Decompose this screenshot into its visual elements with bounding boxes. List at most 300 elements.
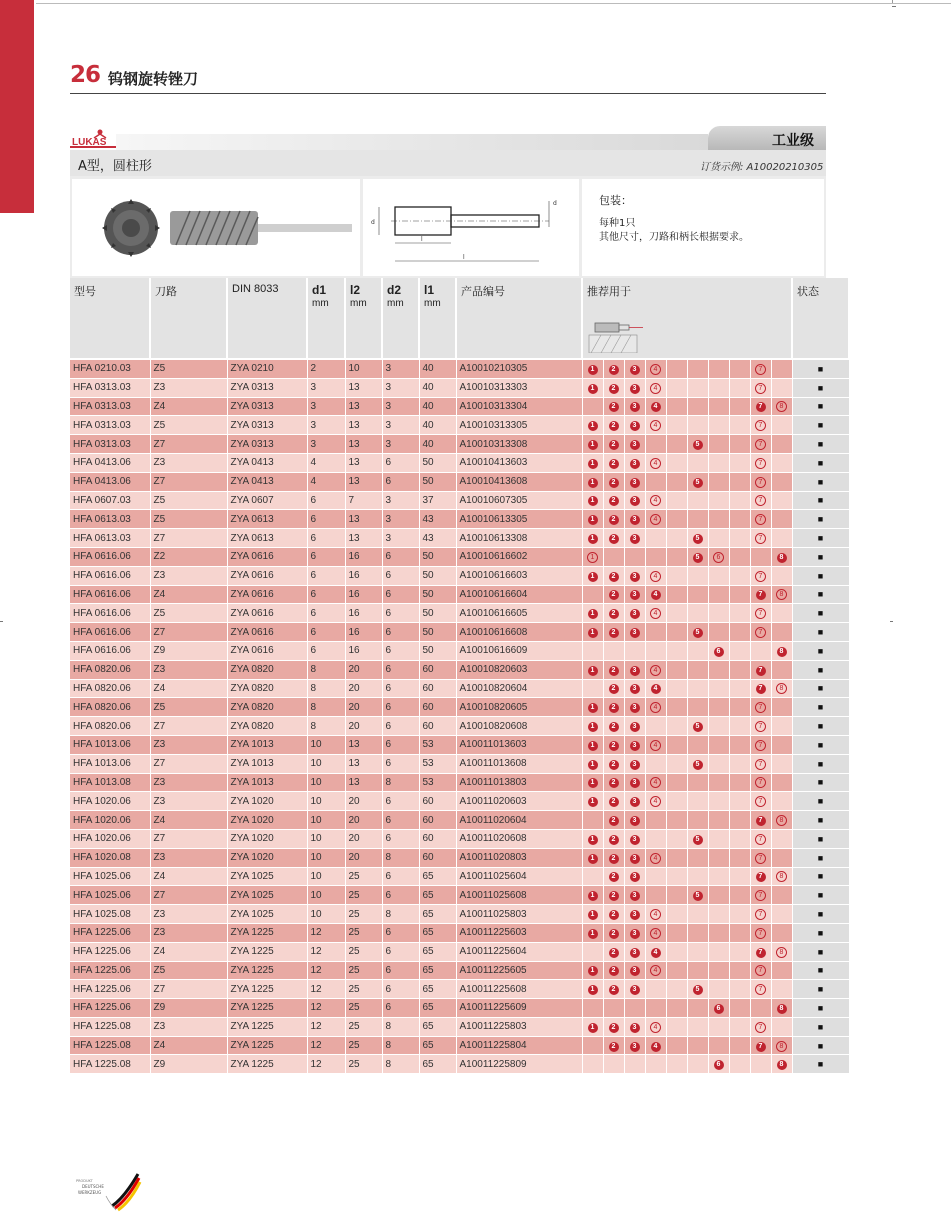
- cell-d1: 10: [307, 848, 345, 867]
- usage-secondary-mark: 4: [650, 420, 661, 431]
- col-l2: [345, 278, 382, 359]
- cell-d2: 3: [382, 510, 419, 529]
- cell-l2: 20: [345, 698, 382, 717]
- usage-secondary-mark: 7: [755, 533, 766, 544]
- cell-model: HFA 0616.06: [70, 566, 150, 585]
- usage-cell: [708, 529, 729, 548]
- usage-cell: [687, 1055, 708, 1074]
- usage-cell: [645, 999, 666, 1018]
- table-header-row: [70, 278, 849, 359]
- cell-l2: 13: [345, 453, 382, 472]
- usage-cell: [750, 773, 771, 792]
- status-mark: ■: [792, 472, 849, 491]
- usage-primary-mark: 2: [609, 440, 619, 450]
- usage-cell: [603, 472, 624, 491]
- cell-cut: Z4: [150, 811, 227, 830]
- usage-primary-mark: 2: [609, 496, 619, 506]
- status-mark: ■: [792, 923, 849, 942]
- usage-primary-mark: 5: [693, 722, 703, 732]
- usage-cell: [603, 547, 624, 566]
- usage-primary-mark: 3: [630, 496, 640, 506]
- col-l2-unit: mm: [350, 298, 367, 309]
- usage-cell: [729, 773, 750, 792]
- col-d2: [382, 278, 419, 359]
- usage-primary-mark: 8: [777, 553, 787, 563]
- cell-l2: 13: [345, 735, 382, 754]
- usage-cell: [666, 980, 687, 999]
- usage-cell: [582, 905, 603, 924]
- usage-primary-mark: 1: [588, 797, 598, 807]
- usage-primary-mark: 1: [588, 910, 598, 920]
- usage-cell: [750, 510, 771, 529]
- usage-cell: [603, 773, 624, 792]
- usage-cell: [729, 848, 750, 867]
- cell-l1: 65: [419, 1036, 456, 1055]
- cell-din: ZYA 0616: [227, 604, 307, 623]
- cell-model: HFA 0413.06: [70, 472, 150, 491]
- usage-cell: [708, 641, 729, 660]
- usage-primary-mark: 2: [609, 966, 619, 976]
- dimension-drawing: [363, 179, 579, 276]
- usage-cell: [771, 510, 792, 529]
- usage-cell: [624, 566, 645, 585]
- cell-d2: 6: [382, 679, 419, 698]
- cell-l1: 53: [419, 773, 456, 792]
- cell-model: HFA 0616.06: [70, 547, 150, 566]
- usage-primary-mark: 1: [588, 1023, 598, 1033]
- cell-product-no: A10011020604: [456, 811, 582, 830]
- col-l1-label: l1: [424, 283, 435, 297]
- usage-cell: [666, 416, 687, 435]
- cell-l2: 25: [345, 1036, 382, 1055]
- usage-secondary-mark: 8: [776, 401, 787, 412]
- usage-primary-mark: 3: [630, 384, 640, 394]
- table-row: [70, 811, 849, 830]
- usage-cell: [666, 698, 687, 717]
- usage-cell: [708, 980, 729, 999]
- usage-cell: [582, 359, 603, 378]
- usage-primary-mark: 1: [588, 440, 598, 450]
- usage-cell: [750, 547, 771, 566]
- usage-primary-mark: 1: [588, 534, 598, 544]
- cell-din: ZYA 1225: [227, 1055, 307, 1074]
- usage-cell: [708, 453, 729, 472]
- usage-cell: [582, 1036, 603, 1055]
- usage-cell: [666, 585, 687, 604]
- usage-cell: [603, 735, 624, 754]
- cell-cut: Z3: [150, 1017, 227, 1036]
- cell-product-no: A10010820604: [456, 679, 582, 698]
- usage-cell: [687, 435, 708, 454]
- usage-secondary-mark: 4: [650, 458, 661, 469]
- cell-l2: 13: [345, 472, 382, 491]
- usage-secondary-mark: 7: [755, 702, 766, 713]
- usage-cell: [687, 754, 708, 773]
- usage-cell: [750, 961, 771, 980]
- usage-cell: [624, 886, 645, 905]
- crop-mark: [890, 621, 893, 622]
- table-row: [70, 660, 849, 679]
- cell-l2: 13: [345, 754, 382, 773]
- usage-cell: [603, 623, 624, 642]
- usage-cell: [750, 660, 771, 679]
- usage-primary-mark: 5: [693, 553, 703, 563]
- cell-d1: 6: [307, 491, 345, 510]
- usage-cell: [729, 1055, 750, 1074]
- usage-primary-mark: 2: [609, 910, 619, 920]
- usage-cell: [624, 942, 645, 961]
- usage-cell: [708, 604, 729, 623]
- usage-primary-mark: 2: [609, 985, 619, 995]
- usage-cell: [582, 472, 603, 491]
- cell-d2: 6: [382, 698, 419, 717]
- usage-cell: [729, 435, 750, 454]
- usage-cell: [645, 1036, 666, 1055]
- usage-cell: [582, 416, 603, 435]
- usage-cell: [666, 491, 687, 510]
- status-mark: ■: [792, 829, 849, 848]
- usage-primary-mark: 7: [756, 684, 766, 694]
- cell-cut: Z5: [150, 359, 227, 378]
- cell-product-no: A10010616608: [456, 623, 582, 642]
- cell-product-no: A10010616609: [456, 641, 582, 660]
- usage-primary-mark: 3: [630, 741, 640, 751]
- table-row: [70, 566, 849, 585]
- usage-cell: [603, 604, 624, 623]
- cell-cut: Z5: [150, 416, 227, 435]
- usage-cell: [603, 679, 624, 698]
- cell-cut: Z7: [150, 472, 227, 491]
- cell-cut: Z5: [150, 604, 227, 623]
- usage-cell: [666, 453, 687, 472]
- cell-din: ZYA 0313: [227, 397, 307, 416]
- usage-primary-mark: 1: [588, 985, 598, 995]
- usage-cell: [750, 811, 771, 830]
- usage-secondary-mark: 7: [755, 984, 766, 995]
- usage-cell: [624, 435, 645, 454]
- cell-l1: 60: [419, 679, 456, 698]
- usage-cell: [750, 397, 771, 416]
- cell-cut: Z5: [150, 698, 227, 717]
- cell-product-no: A10010613308: [456, 529, 582, 548]
- usage-primary-mark: 3: [630, 985, 640, 995]
- col-d1: [307, 278, 345, 359]
- usage-primary-mark: 4: [651, 402, 661, 412]
- col-recommended: [582, 278, 792, 359]
- usage-cell: [771, 679, 792, 698]
- cell-l2: 20: [345, 717, 382, 736]
- cell-model: HFA 1025.06: [70, 867, 150, 886]
- cell-l2: 13: [345, 435, 382, 454]
- usage-cell: [771, 1036, 792, 1055]
- usage-cell: [771, 1055, 792, 1074]
- usage-cell: [729, 416, 750, 435]
- usage-cell: [687, 886, 708, 905]
- usage-cell: [666, 717, 687, 736]
- usage-cell: [666, 641, 687, 660]
- status-mark: ■: [792, 886, 849, 905]
- usage-cell: [645, 472, 666, 491]
- table-row: [70, 942, 849, 961]
- cell-model: HFA 0820.06: [70, 698, 150, 717]
- header-band: [116, 134, 708, 150]
- table-row: [70, 585, 849, 604]
- cell-l1: 40: [419, 435, 456, 454]
- usage-cell: [771, 867, 792, 886]
- usage-primary-mark: 2: [609, 872, 619, 882]
- table-row: [70, 604, 849, 623]
- usage-cell: [582, 604, 603, 623]
- usage-cell: [624, 811, 645, 830]
- usage-primary-mark: 7: [756, 1042, 766, 1052]
- usage-cell: [708, 566, 729, 585]
- cell-din: ZYA 1013: [227, 773, 307, 792]
- cell-din: ZYA 0313: [227, 416, 307, 435]
- cell-d2: 6: [382, 867, 419, 886]
- usage-cell: [771, 735, 792, 754]
- usage-cell: [750, 566, 771, 585]
- usage-cell: [645, 698, 666, 717]
- cell-din: ZYA 0616: [227, 641, 307, 660]
- cell-model: HFA 1025.08: [70, 905, 150, 924]
- usage-cell: [582, 491, 603, 510]
- usage-cell: [771, 529, 792, 548]
- cell-din: ZYA 1020: [227, 848, 307, 867]
- cell-product-no: A10010313305: [456, 416, 582, 435]
- usage-cell: [750, 585, 771, 604]
- cell-d1: 3: [307, 397, 345, 416]
- cell-cut: Z3: [150, 792, 227, 811]
- product-photo: [72, 179, 360, 276]
- cell-l1: 65: [419, 961, 456, 980]
- table-row: [70, 905, 849, 924]
- usage-cell: [708, 905, 729, 924]
- table-row: [70, 735, 849, 754]
- table-row: [70, 999, 849, 1018]
- usage-primary-mark: 3: [630, 684, 640, 694]
- usage-secondary-mark: 7: [755, 890, 766, 901]
- cell-d2: 6: [382, 585, 419, 604]
- usage-primary-mark: 1: [588, 365, 598, 375]
- usage-cell: [666, 566, 687, 585]
- usage-primary-mark: 2: [609, 929, 619, 939]
- usage-cell: [708, 773, 729, 792]
- usage-secondary-mark: 7: [755, 928, 766, 939]
- usage-cell: [645, 435, 666, 454]
- usage-cell: [603, 453, 624, 472]
- usage-primary-mark: 3: [630, 835, 640, 845]
- status-mark: ■: [792, 698, 849, 717]
- usage-cell: [750, 848, 771, 867]
- usage-cell: [624, 378, 645, 397]
- cell-d1: 6: [307, 529, 345, 548]
- usage-cell: [771, 811, 792, 830]
- cell-model: HFA 0313.03: [70, 397, 150, 416]
- usage-cell: [729, 999, 750, 1018]
- usage-secondary-mark: 8: [776, 815, 787, 826]
- usage-cell: [708, 359, 729, 378]
- usage-cell: [645, 848, 666, 867]
- usage-cell: [750, 1055, 771, 1074]
- cell-cut: Z4: [150, 397, 227, 416]
- usage-cell: [708, 510, 729, 529]
- cell-model: HFA 0413.06: [70, 453, 150, 472]
- usage-cell: [624, 773, 645, 792]
- usage-cell: [582, 886, 603, 905]
- usage-secondary-mark: 4: [650, 665, 661, 676]
- cell-d2: 3: [382, 359, 419, 378]
- status-mark: ■: [792, 942, 849, 961]
- usage-primary-mark: 1: [588, 515, 598, 525]
- table-row: [70, 698, 849, 717]
- table-row: [70, 378, 849, 397]
- usage-cell: [645, 811, 666, 830]
- usage-cell: [624, 510, 645, 529]
- cell-d1: 12: [307, 1036, 345, 1055]
- cell-l1: 50: [419, 472, 456, 491]
- usage-cell: [750, 754, 771, 773]
- cell-cut: Z5: [150, 491, 227, 510]
- usage-cell: [624, 604, 645, 623]
- usage-cell: [771, 829, 792, 848]
- usage-cell: [666, 472, 687, 491]
- usage-cell: [582, 397, 603, 416]
- usage-primary-mark: 2: [609, 590, 619, 600]
- usage-cell: [582, 923, 603, 942]
- usage-cell: [708, 867, 729, 886]
- usage-secondary-mark: 4: [650, 608, 661, 619]
- cell-d2: 6: [382, 886, 419, 905]
- usage-cell: [687, 1036, 708, 1055]
- cell-cut: Z4: [150, 867, 227, 886]
- table-row: [70, 679, 849, 698]
- usage-primary-mark: 1: [588, 778, 598, 788]
- cell-din: ZYA 0820: [227, 679, 307, 698]
- usage-primary-mark: 2: [609, 891, 619, 901]
- usage-cell: [750, 867, 771, 886]
- usage-cell: [582, 641, 603, 660]
- usage-primary-mark: 1: [588, 760, 598, 770]
- cell-l1: 65: [419, 1017, 456, 1036]
- cell-din: ZYA 0413: [227, 472, 307, 491]
- cell-d1: 6: [307, 604, 345, 623]
- usage-cell: [645, 491, 666, 510]
- cell-cut: Z7: [150, 886, 227, 905]
- usage-primary-mark: 2: [609, 854, 619, 864]
- cell-product-no: A10010820605: [456, 698, 582, 717]
- usage-primary-mark: 3: [630, 666, 640, 676]
- cell-l1: 53: [419, 754, 456, 773]
- status-mark: ■: [792, 961, 849, 980]
- usage-cell: [582, 811, 603, 830]
- usage-cell: [624, 698, 645, 717]
- usage-cell: [708, 999, 729, 1018]
- usage-primary-mark: 1: [588, 459, 598, 469]
- cell-cut: Z2: [150, 547, 227, 566]
- usage-cell: [666, 829, 687, 848]
- usage-cell: [687, 491, 708, 510]
- usage-cell: [687, 1017, 708, 1036]
- cell-l1: 50: [419, 566, 456, 585]
- usage-cell: [645, 792, 666, 811]
- usage-secondary-mark: 8: [776, 1041, 787, 1052]
- svg-text:WERKZEUG: WERKZEUG: [78, 1190, 102, 1195]
- table-row: [70, 980, 849, 999]
- packaging-title: 包装：: [599, 194, 632, 207]
- usage-cell: [708, 491, 729, 510]
- usage-cell: [750, 886, 771, 905]
- usage-cell: [708, 923, 729, 942]
- table-row: [70, 641, 849, 660]
- cell-cut: Z7: [150, 717, 227, 736]
- usage-cell: [624, 980, 645, 999]
- usage-primary-mark: 2: [609, 459, 619, 469]
- usage-cell: [582, 942, 603, 961]
- cell-model: HFA 0820.06: [70, 660, 150, 679]
- cell-d1: 6: [307, 547, 345, 566]
- usage-cell: [624, 829, 645, 848]
- cell-product-no: A10011020803: [456, 848, 582, 867]
- usage-cell: [729, 867, 750, 886]
- usage-cell: [708, 735, 729, 754]
- usage-secondary-mark: 7: [755, 909, 766, 920]
- cell-model: HFA 0607.03: [70, 491, 150, 510]
- usage-cell: [666, 811, 687, 830]
- usage-cell: [603, 717, 624, 736]
- cell-l1: 65: [419, 1055, 456, 1074]
- cell-l2: 13: [345, 416, 382, 435]
- usage-cell: [624, 397, 645, 416]
- cell-l2: 25: [345, 905, 382, 924]
- cell-l2: 20: [345, 660, 382, 679]
- cell-l2: 16: [345, 585, 382, 604]
- usage-cell: [708, 660, 729, 679]
- usage-cell: [687, 585, 708, 604]
- usage-secondary-mark: 7: [755, 495, 766, 506]
- usage-cell: [603, 754, 624, 773]
- status-mark: ■: [792, 1055, 849, 1074]
- usage-secondary-mark: 4: [650, 495, 661, 506]
- usage-cell: [582, 717, 603, 736]
- crop-line: [36, 3, 951, 4]
- usage-primary-mark: 3: [630, 816, 640, 826]
- usage-cell: [624, 491, 645, 510]
- usage-cell: [708, 679, 729, 698]
- cell-model: HFA 1020.08: [70, 848, 150, 867]
- usage-cell: [582, 735, 603, 754]
- usage-cell: [666, 773, 687, 792]
- cell-d2: 6: [382, 923, 419, 942]
- usage-cell: [645, 529, 666, 548]
- usage-cell: [603, 416, 624, 435]
- status-mark: ■: [792, 359, 849, 378]
- status-mark: ■: [792, 1036, 849, 1055]
- usage-cell: [729, 1017, 750, 1036]
- cell-product-no: A10011225803: [456, 1017, 582, 1036]
- usage-cell: [666, 867, 687, 886]
- table-row: [70, 792, 849, 811]
- col-l2-label: l2: [350, 283, 361, 297]
- cell-l1: 40: [419, 416, 456, 435]
- cell-cut: Z9: [150, 641, 227, 660]
- cell-l1: 40: [419, 359, 456, 378]
- cell-d1: 12: [307, 980, 345, 999]
- usage-cell: [624, 641, 645, 660]
- usage-secondary-mark: 6: [713, 552, 724, 563]
- cell-d1: 6: [307, 566, 345, 585]
- cell-cut: Z7: [150, 754, 227, 773]
- deutsche-werkzeug-logo: [76, 1172, 142, 1212]
